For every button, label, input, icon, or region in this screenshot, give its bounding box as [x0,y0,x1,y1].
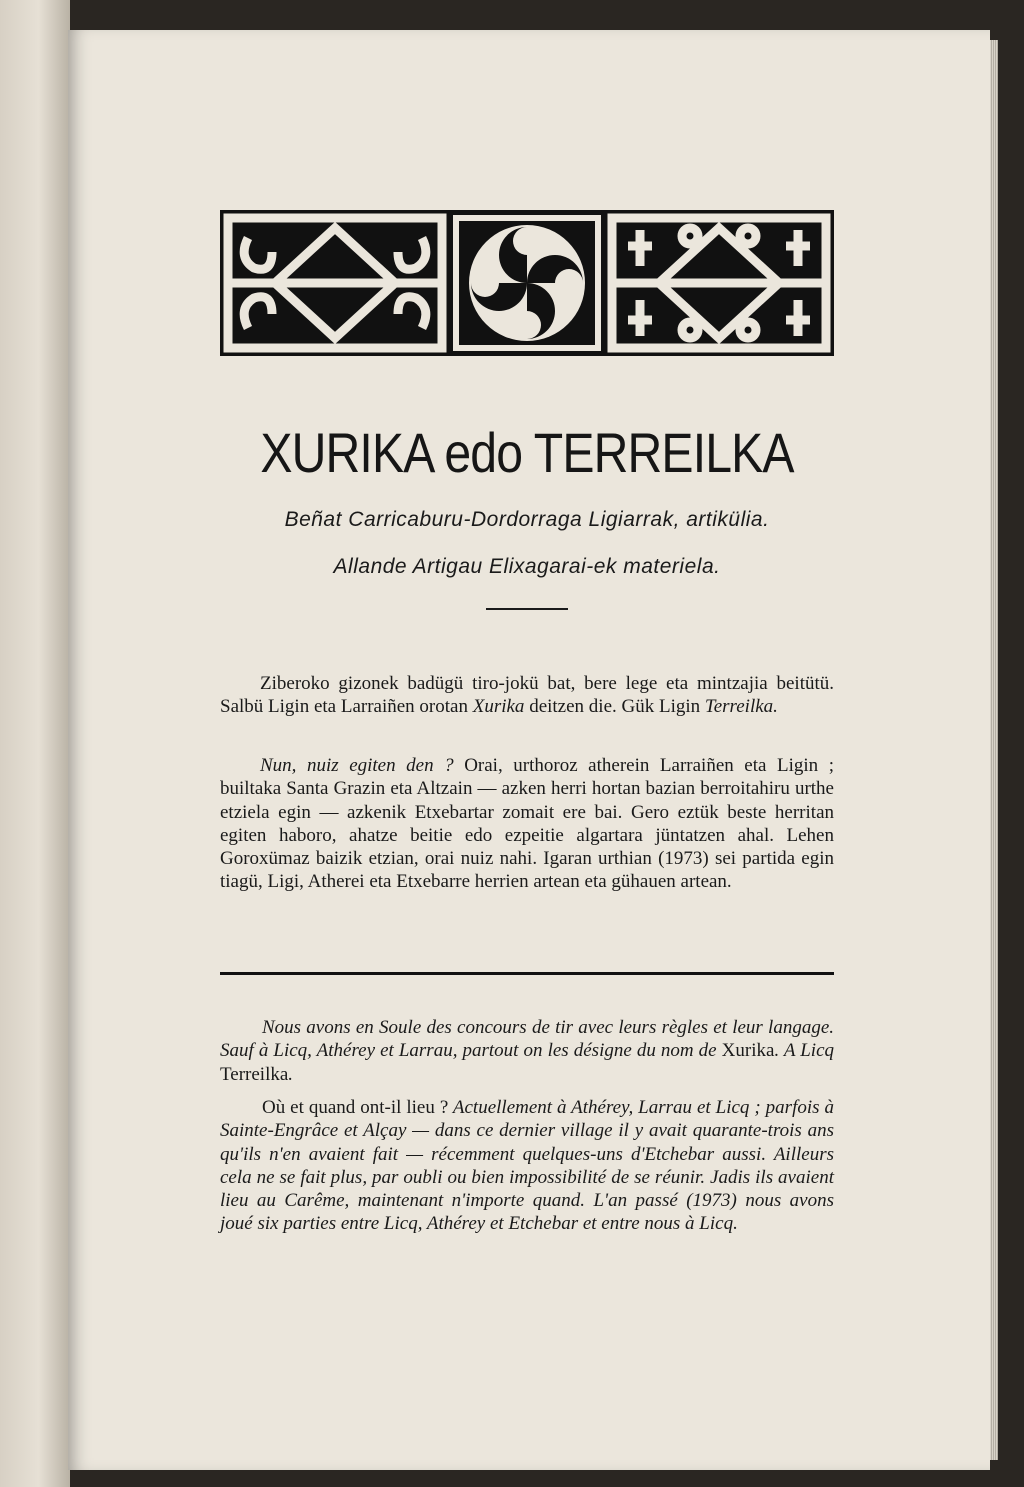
material-credit-line: Allande Artigau Elixagarai-ek materiela. [333,555,721,578]
basque-paragraph-1: Ziberoko gizonek badügü tiro-jokü bat, bere lege eta mintzajia beitütü. Salbü Ligin eta Larraiñen orotan Xurika deitzen die. Gük Ligin Terreilka. [220,673,834,718]
left-page-edge [0,0,70,1487]
title-divider [486,608,568,610]
section-divider [220,972,834,975]
page-stack-edge [990,40,998,1460]
french-paragraph-2: Où et quand ont-il lieu ? Actuellement à Athérey, Larrau et Licq ; parfois à Sainte-Engrâce et Alçay — dans ce dernier village il y avait quarante-trois ans qu'ils n'en avaient fait — récemment quelques-uns d'Etchebar aussi. Ailleurs cela ne se fait plus, par oubli ou bien impossibilité de se réunir. Jadis ils avaient lieu au Carême, maintenant n'importe quand. L'an passé (1973) nous avons joué six parties entre Licq, Athérey et Etchebar et entre nous à Licq. [220,1097,834,1235]
french-paragraph-1: Nous avons en Soule des concours de tir avec leurs règles et leur langage. Sauf à Licq, Athérey et Larrau, partout on les désigne du nom de Xurika. A Licq Terreilka. [220,1017,835,1085]
article-title: XURIKA edo TERREILKA [260,421,794,484]
basque-paragraph-2: Nun, nuiz egiten den ? Orai, urthoroz atherein Larraiñen eta Ligin ; builtaka Santa Grazin eta Altzain — azken herri hortan bazian berroitahiru urthe etziela egin — azkenik Etxebartar zomait ere bai. Gero eztük beste herritan egiten haboro, ahatze beitie edo ezpeitie algartara jüntatzen ahal. Lehen Goroxümaz baizik etzian, orai nuiz nahi. Igaran urthian (1973) sei partida egin tiagü, Ligi, Atherei eta Etxebarre herrien artean eta gühauen artean. [220,755,834,893]
basque-ornament-banner-icon [220,210,834,356]
author-line: Beñat Carricaburu-Dordorraga Ligiarrak, artikülia. [284,508,770,531]
lauburu-icon [456,218,598,348]
